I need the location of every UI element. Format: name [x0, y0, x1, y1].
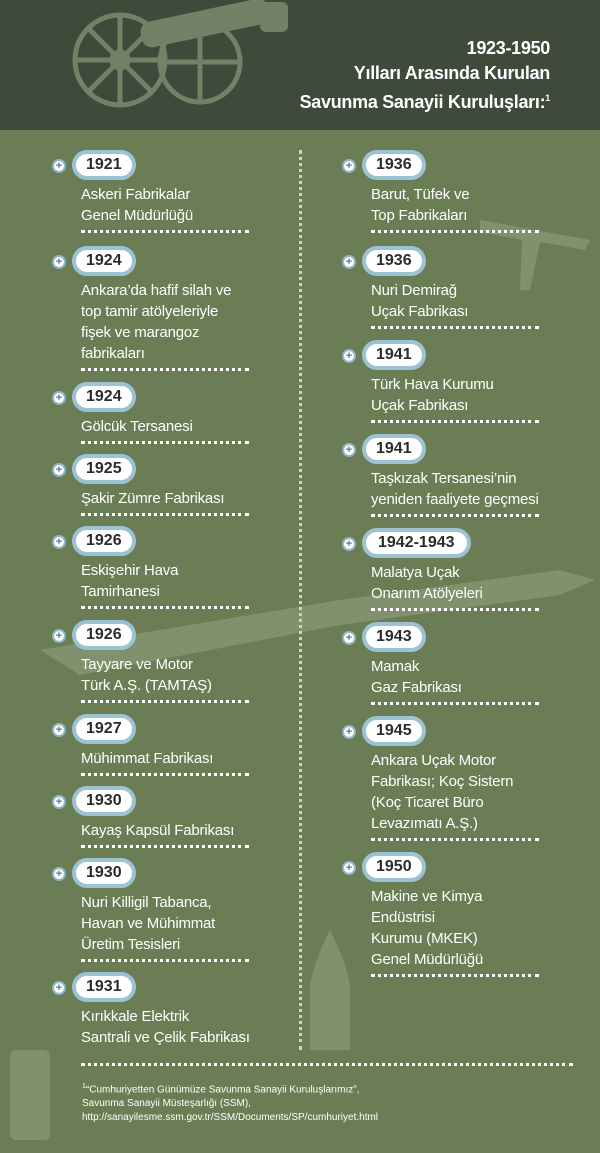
title-footnote-marker: 1	[545, 93, 550, 103]
plus-icon: +	[342, 159, 356, 173]
year-badge: 1936	[362, 150, 426, 180]
plus-icon: +	[52, 795, 66, 809]
entry-label: Mühimmat Fabrikası	[81, 750, 214, 767]
year-badge: 1930	[72, 858, 136, 888]
dotted-underline	[81, 845, 249, 848]
timeline-entry	[340, 148, 580, 233]
timeline-entry	[50, 784, 290, 848]
entry-label: Askeri Fabrikalar Genel Müdürlüğü	[81, 186, 194, 224]
footnote	[82, 1080, 562, 1125]
dotted-underline	[81, 700, 249, 703]
timeline-entry	[340, 526, 580, 611]
dotted-underline	[81, 959, 249, 962]
year-badge: 1926	[72, 526, 136, 556]
entry-label: Mamak Gaz Fabrikası	[371, 658, 462, 696]
year-badge: 1921	[72, 150, 136, 180]
footnote-line-2: Savunma Sanayii Müsteşarlığı (SSM),	[82, 1098, 251, 1110]
plus-icon: +	[52, 463, 66, 477]
dotted-underline	[371, 514, 539, 517]
timeline-entry	[50, 856, 290, 962]
shell-silhouette-icon	[0, 1040, 60, 1140]
entry-label: Makine ve Kimya Endüstrisi Kurumu (MKEK) Genel Müdürlüğü	[371, 888, 484, 968]
year-badge: 1924	[72, 382, 136, 412]
dotted-underline	[81, 441, 249, 444]
timeline-entry	[50, 148, 290, 233]
entry-label: Barut, Tüfek ve Top Fabrikaları	[371, 186, 470, 224]
dotted-underline	[371, 230, 539, 233]
timeline-entry	[50, 970, 290, 1048]
entry-label: Şakir Zümre Fabrikası	[81, 490, 225, 507]
plus-icon: +	[342, 255, 356, 269]
plus-icon: +	[342, 725, 356, 739]
plus-icon: +	[342, 537, 356, 551]
year-badge: 1931	[72, 972, 136, 1002]
timeline-entry	[340, 244, 580, 329]
timeline-entry	[340, 850, 580, 977]
entry-label: Ankara Uçak Motor Fabrikası; Koç Sistern (Koç Ticaret Büro Levazımatı A.Ş.)	[371, 752, 514, 832]
timeline-entry	[340, 338, 580, 423]
dotted-underline	[371, 608, 539, 611]
title-subtitle: Yılları Arasında Kurulan	[353, 63, 550, 83]
plus-icon: +	[52, 391, 66, 405]
entry-label: Ankara’da hafif silah ve top tamir atölyeleriyle fişek ve marangoz fabrikaları	[81, 282, 232, 362]
entry-label: Nuri Killigil Tabanca, Havan ve Mühimmat Üretim Tesisleri	[81, 894, 216, 953]
year-badge: 1936	[362, 246, 426, 276]
dotted-underline	[371, 702, 539, 705]
timeline-entry	[340, 432, 580, 517]
cannon-icon	[40, 0, 300, 130]
plus-icon: +	[342, 631, 356, 645]
year-badge: 1927	[72, 714, 136, 744]
timeline-entry	[340, 620, 580, 705]
timeline-entry	[340, 714, 580, 841]
plus-icon: +	[52, 629, 66, 643]
entry-label: Taşkızak Tersanesi’nin yeniden faaliyete geçmesi	[371, 470, 539, 508]
year-badge: 1945	[362, 716, 426, 746]
dotted-underline	[81, 773, 249, 776]
year-badge: 1943	[362, 622, 426, 652]
timeline-entry	[50, 618, 290, 703]
plus-icon: +	[52, 723, 66, 737]
page-title	[300, 36, 550, 115]
dotted-underline	[371, 838, 539, 841]
year-badge: 1950	[362, 852, 426, 882]
entry-label: Türk Hava Kurumu Uçak Fabrikası	[371, 376, 494, 414]
dotted-underline	[371, 974, 539, 977]
entry-label: Eskişehir Hava Tamirhanesi	[81, 562, 179, 600]
year-badge: 1930	[72, 786, 136, 816]
footnote-source-link[interactable]: http://sanayilesme.ssm.gov.tr/SSM/Documents/SP/cumhuriyet.html	[82, 1112, 379, 1124]
dotted-underline	[81, 513, 249, 516]
dotted-underline	[81, 368, 249, 371]
timeline-entry	[50, 244, 290, 371]
dotted-underline	[81, 606, 249, 609]
plus-icon: +	[52, 535, 66, 549]
year-badge: 1941	[362, 340, 426, 370]
title-years: 1923-1950	[466, 38, 550, 58]
plus-icon: +	[342, 349, 356, 363]
footnote-line-1: $^1$“Cumhuriyetten Günümüze Savunma Sanayii Kuruluşlarımız”,	[82, 1083, 360, 1096]
dotted-underline	[81, 230, 249, 233]
year-badge: 1926	[72, 620, 136, 650]
year-badge: 1942-1943	[362, 528, 471, 558]
year-badge: 1941	[362, 434, 426, 464]
timeline-divider	[299, 150, 302, 1050]
entry-label: Gölcük Tersanesi	[81, 418, 193, 435]
entry-label: Malatya Uçak Onarım Atölyeleri	[371, 564, 483, 602]
entry-label: Nuri Demirağ Uçak Fabrikası	[371, 282, 469, 320]
entry-label: Tayyare ve Motor Türk A.Ş. (TAMTAŞ)	[81, 656, 212, 694]
year-badge: 1925	[72, 454, 136, 484]
plus-icon: +	[52, 981, 66, 995]
timeline-entry	[50, 380, 290, 444]
header-banner	[0, 0, 600, 130]
title-main: Savunma Sanayii Kuruluşları:$^1$	[299, 92, 550, 112]
dotted-underline	[371, 420, 539, 423]
entry-label: Kırıkkale Elektrik Santrali ve Çelik Fabrikası	[81, 1008, 250, 1046]
plus-icon: +	[52, 867, 66, 881]
timeline-entry	[50, 712, 290, 776]
year-badge: 1924	[72, 246, 136, 276]
plus-icon: +	[52, 159, 66, 173]
footer-divider	[81, 1063, 573, 1066]
entry-label: Kayaş Kapsül Fabrikası	[81, 822, 235, 839]
plus-icon: +	[342, 443, 356, 457]
plus-icon: +	[342, 861, 356, 875]
plus-icon: +	[52, 255, 66, 269]
timeline-entry	[50, 524, 290, 609]
timeline-entry	[50, 452, 290, 516]
dotted-underline	[371, 326, 539, 329]
